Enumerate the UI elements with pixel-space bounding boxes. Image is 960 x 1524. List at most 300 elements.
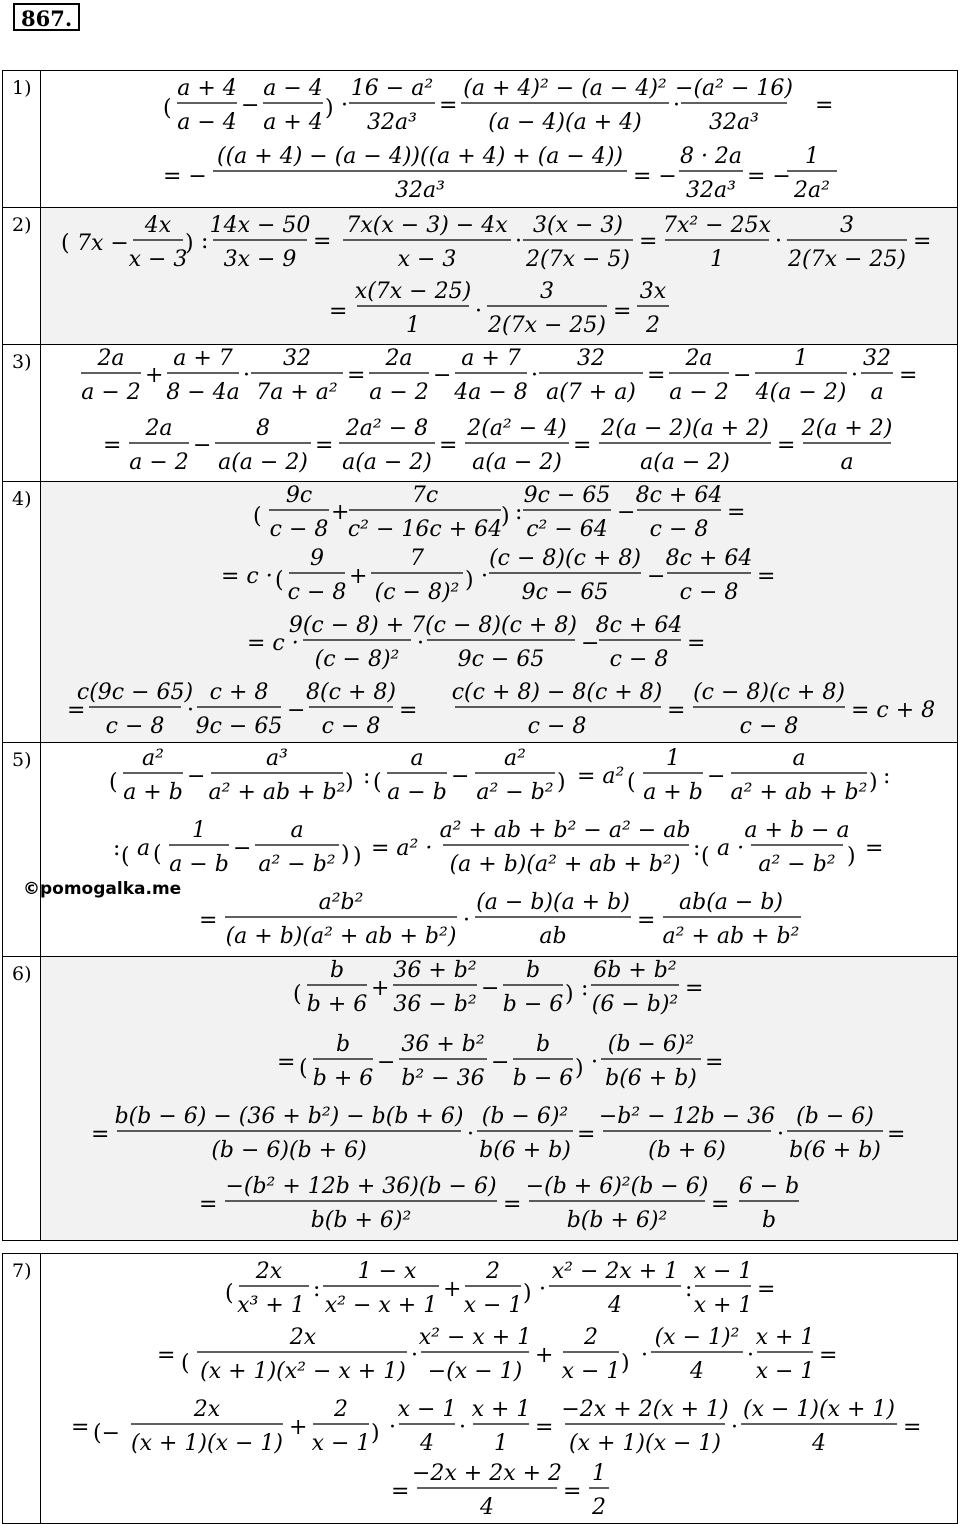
svg-text:c(c + 8) − 8(c + 8): c(c + 8) − 8(c + 8) xyxy=(451,680,663,705)
svg-text:a: a xyxy=(137,836,151,861)
svg-text:−: − xyxy=(707,764,726,789)
problem-1-math xyxy=(41,71,957,206)
svg-text:c − 8: c − 8 xyxy=(679,580,739,605)
svg-text:b(b − 6) − (36 + b²) − b(b + 6: b(b − 6) − (36 + b²) − b(b + 6) xyxy=(114,1104,464,1129)
p1-line2 xyxy=(163,144,837,203)
svg-text:9c − 65: 9c − 65 xyxy=(195,714,283,739)
problem-label: 7) xyxy=(3,1254,41,1524)
p4-line4 xyxy=(67,680,935,739)
svg-text:x − 1: x − 1 xyxy=(311,1431,371,1456)
svg-text:(: ( xyxy=(293,982,302,1007)
svg-text:=: = xyxy=(277,1050,296,1075)
svg-text:c − 8: c − 8 xyxy=(739,714,799,739)
p6-line4 xyxy=(199,1174,799,1233)
svg-text:a + 7: a + 7 xyxy=(173,346,233,371)
svg-text:−b² − 12b − 36: −b² − 12b − 36 xyxy=(598,1104,776,1129)
svg-text:=: = xyxy=(439,433,458,458)
svg-text:1 − x: 1 − x xyxy=(357,1259,417,1284)
svg-text:8c + 64: 8c + 64 xyxy=(595,613,683,638)
svg-text:2(a − 2)(a + 2): 2(a − 2)(a + 2) xyxy=(601,416,769,441)
svg-text:·: · xyxy=(411,1343,418,1368)
svg-text:=: = xyxy=(887,1122,906,1147)
svg-text:ab: ab xyxy=(539,924,567,949)
svg-text:a + b: a + b xyxy=(123,780,183,805)
svg-text:x + 1: x + 1 xyxy=(755,1325,815,1350)
svg-text:(: ( xyxy=(121,844,130,869)
svg-text:(c − 8)²: (c − 8)² xyxy=(374,580,460,605)
svg-text:8 − 4a: 8 − 4a xyxy=(166,380,240,405)
svg-text:9(c − 8) + 7: 9(c − 8) + 7 xyxy=(288,613,426,638)
p7-line3 xyxy=(71,1397,921,1456)
svg-text:2a: 2a xyxy=(97,346,125,371)
problem-3-solution xyxy=(41,345,958,482)
svg-text:x³ + 1: x³ + 1 xyxy=(237,1293,305,1318)
svg-text:a²: a² xyxy=(504,746,526,771)
svg-text:(: ( xyxy=(109,770,118,795)
svg-text:a + b − a: a + b − a xyxy=(744,818,850,843)
svg-text:·: · xyxy=(531,363,538,388)
svg-text:c − 8: c − 8 xyxy=(287,580,347,605)
svg-text:−: − xyxy=(187,764,206,789)
svg-text:8c + 64: 8c + 64 xyxy=(635,483,723,508)
svg-text:·: · xyxy=(641,1343,648,1368)
svg-text:a³: a³ xyxy=(266,746,288,771)
svg-text:a(a − 2): a(a − 2) xyxy=(342,450,432,475)
svg-text:32a³: 32a³ xyxy=(395,178,445,203)
svg-text:=: = xyxy=(865,836,884,861)
problem-row xyxy=(3,71,958,208)
svg-text:): ) xyxy=(501,504,510,529)
svg-text:(x + 1)(x² − x + 1): (x + 1)(x² − x + 1) xyxy=(200,1359,406,1384)
svg-text:+: + xyxy=(331,500,350,525)
svg-text:−: − xyxy=(377,1050,396,1075)
svg-text:+: + xyxy=(535,1343,554,1368)
svg-text:c² − 16c + 64: c² − 16c + 64 xyxy=(347,517,503,542)
svg-text:c − 8: c − 8 xyxy=(269,517,329,542)
svg-text:a + b: a + b xyxy=(643,780,703,805)
problem-6-solution xyxy=(41,957,958,1241)
svg-text:a − 4: a − 4 xyxy=(177,110,237,135)
svg-text:2a: 2a xyxy=(685,346,713,371)
svg-text:·: · xyxy=(777,1122,784,1147)
svg-text:=: = xyxy=(899,363,918,388)
svg-text:7: 7 xyxy=(410,546,424,571)
svg-text:·: · xyxy=(539,1277,546,1302)
svg-text:x² − x + 1: x² − x + 1 xyxy=(418,1325,532,1350)
svg-text:= −: = − xyxy=(633,164,677,189)
task-number: 867. xyxy=(13,3,80,31)
svg-text:(x − 1)²: (x − 1)² xyxy=(654,1325,740,1350)
svg-text:a − 2: a − 2 xyxy=(129,450,189,475)
svg-text:=: = xyxy=(639,229,658,254)
svg-text:b² − 36: b² − 36 xyxy=(401,1066,485,1091)
svg-text:6 − b: 6 − b xyxy=(738,1174,800,1199)
svg-text:b: b xyxy=(329,958,345,983)
svg-text:+: + xyxy=(371,976,390,1001)
svg-text:(c − 8)(c + 8): (c − 8)(c + 8) xyxy=(489,546,641,571)
svg-text:=: = xyxy=(815,93,834,118)
svg-text:b: b xyxy=(525,958,541,983)
svg-text:x − 1: x − 1 xyxy=(463,1293,523,1318)
svg-text:(: ( xyxy=(181,1351,190,1376)
svg-text:=: = xyxy=(439,93,458,118)
svg-text:·: · xyxy=(775,229,782,254)
p4-line1 xyxy=(253,483,745,542)
svg-text:=: = xyxy=(315,433,334,458)
svg-text:(: ( xyxy=(253,504,262,529)
svg-text:−: − xyxy=(491,1050,510,1075)
svg-text:32a³: 32a³ xyxy=(686,178,736,203)
svg-text:4: 4 xyxy=(608,1293,622,1318)
svg-text:(a + 4)² − (a − 4)²: (a + 4)² − (a − 4)² xyxy=(463,76,667,101)
svg-text:a: a xyxy=(840,450,854,475)
svg-text:−: − xyxy=(451,764,470,789)
svg-text:a(a − 2): a(a − 2) xyxy=(640,450,730,475)
problem-row xyxy=(3,208,958,345)
svg-text:a² + ab + b²: a² + ab + b² xyxy=(662,924,800,949)
svg-text:2: 2 xyxy=(646,313,660,338)
svg-text:a − 4: a − 4 xyxy=(263,76,323,101)
p2-line1 xyxy=(61,213,931,272)
problem-2-math xyxy=(41,208,957,343)
svg-text:3x − 9: 3x − 9 xyxy=(223,247,297,272)
svg-text:a² + ab + b² − a² − ab: a² + ab + b² − a² − ab xyxy=(439,818,691,843)
svg-text:2a: 2a xyxy=(145,416,173,441)
svg-text:a² + ab + b²: a² + ab + b² xyxy=(208,780,346,805)
svg-text:−: − xyxy=(433,363,452,388)
svg-text:−(b + 6)²(b − 6): −(b + 6)²(b − 6) xyxy=(525,1174,709,1199)
svg-text:(a + b)(a² + ab + b²): (a + b)(a² + ab + b²) xyxy=(225,924,457,949)
svg-text:a: a xyxy=(792,746,806,771)
svg-text:−(a² − 16): −(a² − 16) xyxy=(675,76,793,101)
svg-text:=: = xyxy=(563,1479,582,1504)
problem-label: 4) xyxy=(3,482,41,743)
svg-text:): ) xyxy=(523,1281,532,1306)
svg-text:=: = xyxy=(67,698,86,723)
svg-text:2: 2 xyxy=(592,1495,606,1520)
svg-text:=: = xyxy=(757,564,776,589)
svg-text:·: · xyxy=(243,363,250,388)
svg-text:−: − xyxy=(233,836,252,861)
svg-text:a² − b²: a² − b² xyxy=(258,852,336,877)
svg-text:=: = xyxy=(313,229,332,254)
svg-text:(x − 1)(x + 1): (x − 1)(x + 1) xyxy=(743,1397,895,1422)
svg-text:c + 8: c + 8 xyxy=(209,680,269,705)
svg-text:+: + xyxy=(145,363,164,388)
svg-text:8: 8 xyxy=(256,416,270,441)
svg-text:3x: 3x xyxy=(639,279,667,304)
problem-label: 1) xyxy=(3,71,41,208)
svg-text:=: = xyxy=(573,433,592,458)
svg-text:x − 1: x − 1 xyxy=(693,1259,753,1284)
svg-text:b(b + 6)²: b(b + 6)² xyxy=(566,1208,668,1233)
problem-label: 3) xyxy=(3,345,41,482)
svg-text:·: · xyxy=(747,1343,754,1368)
svg-text:4: 4 xyxy=(812,1431,826,1456)
svg-text:a(7 + a): a(7 + a) xyxy=(546,380,636,405)
svg-text:·: · xyxy=(467,1122,474,1147)
svg-text:−: − xyxy=(733,363,752,388)
svg-text:−: − xyxy=(647,564,666,589)
svg-text:c − 8: c − 8 xyxy=(527,714,587,739)
svg-text:·: · xyxy=(463,908,470,933)
problem-3-math xyxy=(41,345,957,480)
svg-text:a + 4: a + 4 xyxy=(177,76,237,101)
svg-text:(b − 6)²: (b − 6)² xyxy=(607,1032,695,1057)
svg-text:·: · xyxy=(731,1415,738,1440)
svg-text:36 + b²: 36 + b² xyxy=(401,1032,485,1057)
svg-text:(c − 8)(c + 8): (c − 8)(c + 8) xyxy=(425,613,577,638)
svg-text:2(7x − 25): 2(7x − 25) xyxy=(788,247,906,272)
svg-text:(a − b)(a + b): (a − b)(a + b) xyxy=(476,890,630,915)
svg-text:): ) xyxy=(353,844,362,869)
svg-text:= c ·: = c · xyxy=(221,564,273,589)
problem-label: 2) xyxy=(3,208,41,345)
svg-text:= −: = − xyxy=(747,164,791,189)
svg-text:−: − xyxy=(581,631,600,656)
svg-text:=: = xyxy=(667,698,686,723)
svg-text:·: · xyxy=(591,1050,598,1075)
svg-text:9c: 9c xyxy=(285,483,313,508)
svg-text:(c − 8)²: (c − 8)² xyxy=(314,647,400,672)
svg-text:·: · xyxy=(417,631,424,656)
p3-line1 xyxy=(81,346,917,405)
problem-row xyxy=(3,345,958,482)
svg-text:(b − 6)²: (b − 6)² xyxy=(481,1104,569,1129)
svg-text:·: · xyxy=(475,299,482,324)
svg-text:=: = xyxy=(819,1343,838,1368)
svg-text:b + 6: b + 6 xyxy=(312,1066,374,1091)
p6-line1 xyxy=(293,958,703,1017)
svg-text:1: 1 xyxy=(406,313,420,338)
svg-text:+: + xyxy=(289,1415,308,1440)
p6-line2 xyxy=(277,1032,723,1091)
svg-text:·: · xyxy=(481,564,488,589)
svg-text:a² − b²: a² − b² xyxy=(476,780,554,805)
svg-text:a + 7: a + 7 xyxy=(461,346,521,371)
p2-line2 xyxy=(329,279,669,338)
svg-text:= a² ·: = a² · xyxy=(371,836,433,861)
svg-text:1: 1 xyxy=(794,346,808,371)
svg-text:(: ( xyxy=(153,842,162,867)
svg-text:−2x + 2x + 2: −2x + 2x + 2 xyxy=(411,1461,563,1486)
svg-text:2: 2 xyxy=(334,1397,348,1422)
svg-text:−: − xyxy=(481,976,500,1001)
svg-text:2a²: 2a² xyxy=(794,178,830,203)
svg-text:b: b xyxy=(535,1032,551,1057)
svg-text:4: 4 xyxy=(420,1431,434,1456)
svg-text:b(b + 6)²: b(b + 6)² xyxy=(310,1208,412,1233)
svg-text:(: ( xyxy=(275,568,284,593)
svg-text:x − 1: x − 1 xyxy=(755,1359,815,1384)
svg-text:(a + b)(a² + ab + b²): (a + b)(a² + ab + b²) xyxy=(449,852,681,877)
svg-text:a(a − 2): a(a − 2) xyxy=(472,450,562,475)
svg-text:8 · 2a: 8 · 2a xyxy=(679,144,743,169)
svg-text:2: 2 xyxy=(486,1259,500,1284)
svg-text:a − b: a − b xyxy=(169,852,229,877)
svg-text:+: + xyxy=(349,564,368,589)
svg-text::: : xyxy=(113,836,121,861)
svg-text:): ) xyxy=(557,770,566,795)
svg-text:=: = xyxy=(71,1415,90,1440)
svg-text:1: 1 xyxy=(494,1431,508,1456)
svg-text:−(b² + 12b + 36)(b − 6): −(b² + 12b + 36)(b − 6) xyxy=(225,1174,497,1199)
svg-text:((a + 4) − (a − 4))((a + 4) +: ((a + 4) − (a − 4))((a + 4) + (a − 4)) xyxy=(217,144,623,169)
svg-text:·: · xyxy=(459,1415,466,1440)
svg-text:36 + b²: 36 + b² xyxy=(393,958,477,983)
svg-text:=: = xyxy=(777,433,796,458)
svg-text:(: ( xyxy=(61,231,70,256)
svg-text:·: · xyxy=(389,1415,396,1440)
svg-text:): ) xyxy=(565,982,574,1007)
svg-text:=: = xyxy=(647,363,666,388)
svg-text:(c − 8)(c + 8): (c − 8)(c + 8) xyxy=(693,680,845,705)
p6-line3 xyxy=(91,1104,905,1163)
svg-text:): ) xyxy=(621,1351,630,1376)
svg-text:x² − 2x + 1: x² − 2x + 1 xyxy=(551,1259,679,1284)
p5-line2 xyxy=(113,818,883,877)
svg-text:1: 1 xyxy=(592,1461,606,1486)
svg-text:(x + 1)(x − 1): (x + 1)(x − 1) xyxy=(131,1431,283,1456)
svg-text:x − 3: x − 3 xyxy=(128,247,188,272)
svg-text:): ) xyxy=(371,1421,380,1446)
solutions-table xyxy=(2,70,958,1241)
svg-text:b: b xyxy=(761,1208,777,1233)
p3-line2 xyxy=(103,416,892,475)
svg-text:2x: 2x xyxy=(193,1397,221,1422)
svg-text:c − 8: c − 8 xyxy=(105,714,165,739)
svg-text:2(7x − 5): 2(7x − 5) xyxy=(526,247,630,272)
svg-text:9c − 65: 9c − 65 xyxy=(523,483,611,508)
svg-text::: : xyxy=(883,764,891,789)
svg-text:=: = xyxy=(711,1192,730,1217)
svg-text:(b − 6)(b + 6): (b − 6)(b + 6) xyxy=(211,1138,367,1163)
svg-text:2(a + 2): 2(a + 2) xyxy=(801,416,893,441)
svg-text:x(7x − 25): x(7x − 25) xyxy=(354,279,472,304)
svg-text:3: 3 xyxy=(540,279,554,304)
svg-text:2: 2 xyxy=(584,1325,598,1350)
svg-text::: : xyxy=(693,836,701,861)
solutions-table-2 xyxy=(2,1253,958,1524)
svg-text:b − 6: b − 6 xyxy=(502,992,564,1017)
svg-text:= c ·: = c · xyxy=(247,631,299,656)
p4-line2 xyxy=(221,546,775,605)
svg-text:2x: 2x xyxy=(289,1325,317,1350)
svg-text:2(7x − 25): 2(7x − 25) xyxy=(488,313,606,338)
svg-text::: : xyxy=(313,1277,321,1302)
svg-text:(6 − b)²: (6 − b)² xyxy=(591,992,679,1017)
svg-text:x − 3: x − 3 xyxy=(397,247,457,272)
svg-text:ab(a − b): ab(a − b) xyxy=(679,890,783,915)
svg-text:1: 1 xyxy=(666,746,680,771)
problem-4-math xyxy=(41,482,957,741)
svg-text:a − 2: a − 2 xyxy=(81,380,141,405)
svg-text:−: − xyxy=(287,698,306,723)
svg-text:=: = xyxy=(577,1122,596,1147)
problem-row xyxy=(3,743,958,957)
problem-7-solution xyxy=(41,1254,958,1524)
problem-row xyxy=(3,482,958,743)
svg-text:(: ( xyxy=(373,770,382,795)
svg-text:=: = xyxy=(913,229,932,254)
svg-text:7x(x − 3) − 4x: 7x(x − 3) − 4x xyxy=(346,213,508,238)
problem-1-solution xyxy=(41,71,958,208)
svg-text:6b + b²: 6b + b² xyxy=(593,958,677,983)
problem-label: 5) xyxy=(3,743,41,957)
svg-text:(: ( xyxy=(701,844,710,869)
svg-text:(: ( xyxy=(627,770,636,795)
problem-6-math xyxy=(41,957,957,1239)
watermark: ©pomogalka.me xyxy=(23,879,182,899)
svg-text:9c − 65: 9c − 65 xyxy=(521,580,609,605)
svg-text:=: = xyxy=(329,299,348,324)
svg-text:): ) xyxy=(847,844,856,869)
svg-text:): ) xyxy=(341,842,350,867)
p7-line1 xyxy=(225,1259,775,1318)
svg-text:3: 3 xyxy=(840,213,854,238)
p4-line3 xyxy=(247,613,705,672)
problem-row xyxy=(3,1254,958,1524)
svg-text:): ) xyxy=(575,1056,584,1081)
svg-text:= −: = − xyxy=(163,164,207,189)
svg-text:4x: 4x xyxy=(144,213,172,238)
svg-text::: : xyxy=(581,976,589,1001)
svg-text:=: = xyxy=(399,698,418,723)
svg-text:2(a² − 4): 2(a² − 4) xyxy=(467,416,567,441)
svg-text:=: = xyxy=(199,908,218,933)
svg-text:32: 32 xyxy=(863,346,891,371)
svg-text:c(9c − 65): c(9c − 65) xyxy=(76,680,194,705)
svg-text::: : xyxy=(201,229,209,254)
svg-text:1: 1 xyxy=(805,144,819,169)
svg-text:3(x − 3): 3(x − 3) xyxy=(533,213,623,238)
svg-text:32a³: 32a³ xyxy=(709,110,759,135)
svg-text:a² − b²: a² − b² xyxy=(758,852,836,877)
svg-text:=: = xyxy=(685,976,704,1001)
svg-text:a ·: a · xyxy=(717,836,745,861)
svg-text:): ) xyxy=(869,770,878,795)
svg-text:=: = xyxy=(705,1050,724,1075)
svg-text:= a²: = a² xyxy=(577,764,625,789)
svg-text:b + 6: b + 6 xyxy=(306,992,368,1017)
svg-text:=: = xyxy=(103,433,122,458)
svg-text:=: = xyxy=(727,500,746,525)
svg-text::: : xyxy=(515,500,523,525)
svg-text:c − 8: c − 8 xyxy=(649,517,709,542)
svg-text:c² − 64: c² − 64 xyxy=(526,517,608,542)
svg-text:36 − b²: 36 − b² xyxy=(393,992,477,1017)
svg-text::: : xyxy=(363,764,371,789)
svg-text:a − 2: a − 2 xyxy=(369,380,429,405)
svg-text:2a² − 8: 2a² − 8 xyxy=(345,416,429,441)
svg-text:(: ( xyxy=(299,1056,308,1081)
problem-label: 6) xyxy=(3,957,41,1241)
svg-text:a(a − 2): a(a − 2) xyxy=(218,450,308,475)
svg-text:4(a − 2): 4(a − 2) xyxy=(755,380,847,405)
problem-4-solution xyxy=(41,482,958,743)
svg-text:16 − a²: 16 − a² xyxy=(350,76,434,101)
svg-text:(b − 6): (b − 6) xyxy=(796,1104,874,1129)
svg-text:32: 32 xyxy=(577,346,605,371)
svg-text:a + 4: a + 4 xyxy=(263,110,323,135)
svg-text:=: = xyxy=(637,908,656,933)
svg-text:8c + 64: 8c + 64 xyxy=(665,546,753,571)
svg-text:−: − xyxy=(241,93,260,118)
svg-text:2x: 2x xyxy=(255,1259,283,1284)
problem-5-solution xyxy=(23,743,958,957)
svg-text:32a³: 32a³ xyxy=(367,110,417,135)
svg-text:·: · xyxy=(187,698,194,723)
